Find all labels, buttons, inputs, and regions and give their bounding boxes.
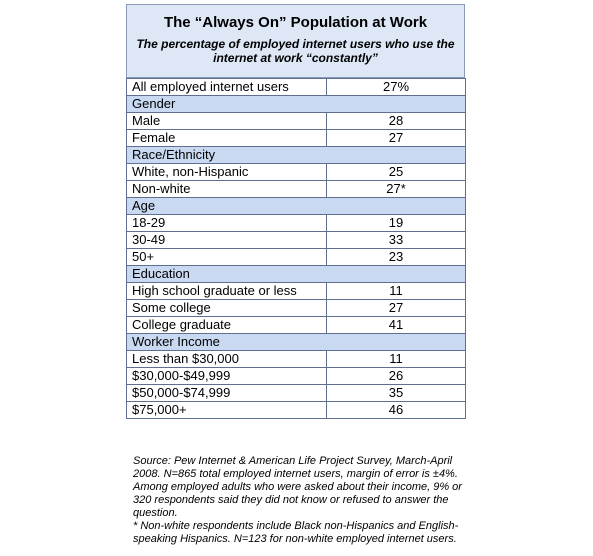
row-value: 33	[327, 232, 466, 249]
row-label: 18-29	[127, 215, 327, 232]
row-label: Less than $30,000	[127, 351, 327, 368]
row-label: White, non-Hispanic	[127, 164, 327, 181]
row-value: 27%	[327, 79, 466, 96]
table-row	[127, 283, 466, 300]
section-label: Race/Ethnicity	[127, 147, 466, 164]
row-label: Female	[127, 130, 327, 147]
row-value: 27	[327, 300, 466, 317]
section-row	[127, 198, 466, 215]
row-value: 25	[327, 164, 466, 181]
row-value: 11	[327, 283, 466, 300]
table-row	[127, 113, 466, 130]
results-table	[126, 78, 466, 419]
row-label: 30-49	[127, 232, 327, 249]
row-value: 27	[327, 130, 466, 147]
section-label: Worker Income	[127, 334, 466, 351]
row-label: High school graduate or less	[127, 283, 327, 300]
section-row	[127, 96, 466, 113]
table-row	[127, 79, 466, 96]
table-row	[127, 368, 466, 385]
table-row	[127, 249, 466, 266]
section-label: Age	[127, 198, 466, 215]
table-row	[127, 402, 466, 419]
row-label: Some college	[127, 300, 327, 317]
data-table-container	[126, 4, 465, 419]
section-label: Gender	[127, 96, 466, 113]
row-value: 41	[327, 317, 466, 334]
table-title: The “Always On” Population at Work	[163, 14, 428, 31]
row-value: 27*	[327, 181, 466, 198]
table-row	[127, 130, 466, 147]
section-label: Education	[127, 266, 466, 283]
source-note: Source: Pew Internet & American Life Project Survey, March-April 2008. N=865 total employed internet users, margin of error is ±4%. Among employed adults who were asked about their income, 9% or 320 respondents said they did not know or refused to answer the question.	[133, 455, 462, 519]
row-value: 46	[327, 402, 466, 419]
row-value: 26	[327, 368, 466, 385]
row-label: 50+	[127, 249, 327, 266]
row-label: All employed internet users	[127, 79, 327, 96]
table-row	[127, 215, 466, 232]
row-label: Male	[127, 113, 327, 130]
table-row	[127, 351, 466, 368]
row-label: College graduate	[127, 317, 327, 334]
table-subtitle: The percentage of employed internet users who use the internet at work “constantly”	[136, 37, 455, 65]
row-label: $50,000-$74,999	[127, 385, 327, 402]
table-row	[127, 232, 466, 249]
table-row	[127, 385, 466, 402]
row-label: $30,000-$49,999	[127, 368, 327, 385]
table-row	[127, 317, 466, 334]
row-label: $75,000+	[127, 402, 327, 419]
table-row	[127, 164, 466, 181]
table-row	[127, 300, 466, 317]
section-row	[127, 266, 466, 283]
row-value: 28	[327, 113, 466, 130]
row-value: 35	[327, 385, 466, 402]
row-value: 23	[327, 249, 466, 266]
table-header	[126, 4, 465, 78]
row-value: 19	[327, 215, 466, 232]
section-row	[127, 147, 466, 164]
section-row	[127, 334, 466, 351]
row-label: Non-white	[127, 181, 327, 198]
row-value: 11	[327, 351, 466, 368]
footnote: * Non-white respondents include Black non-Hispanics and English-speaking Hispanics. N=123 for non-white employed internet users.	[133, 520, 459, 545]
table-row	[127, 181, 466, 198]
